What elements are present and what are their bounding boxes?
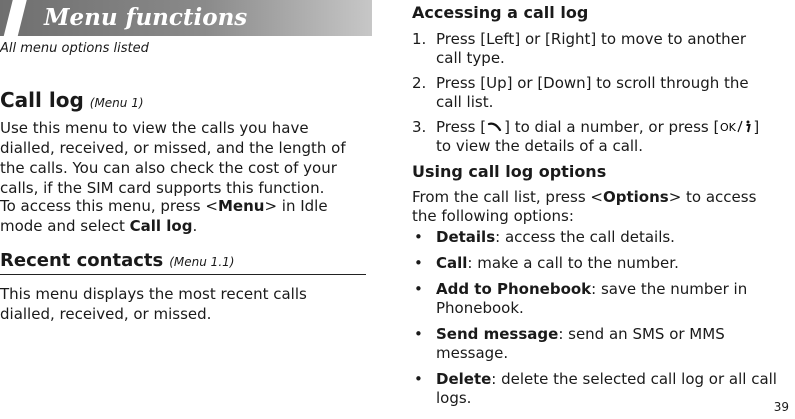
call-log-menu-ref: (Menu 1) bbox=[89, 96, 144, 110]
left-column bbox=[0, 0, 372, 323]
recent-contacts-menu-ref: (Menu 1.1) bbox=[169, 255, 235, 269]
svg-text:OK: OK bbox=[720, 121, 737, 134]
option-desc: : access the call details. bbox=[495, 228, 675, 246]
options-key-label: Options bbox=[602, 188, 669, 206]
bullet-icon: • bbox=[414, 370, 423, 388]
access-steps-list bbox=[412, 30, 772, 162]
banner-subtitle: All menu options listed bbox=[0, 41, 149, 56]
list-item bbox=[412, 118, 772, 156]
option-desc: : send an SMS or MMS message. bbox=[436, 325, 725, 362]
ok-info-key-icon bbox=[719, 119, 753, 134]
access-text-3: . bbox=[192, 217, 198, 235]
option-desc: : make a call to the number. bbox=[467, 254, 679, 272]
intro-text-1: From the call list, press < bbox=[412, 188, 603, 206]
list-item bbox=[412, 280, 777, 318]
option-desc: : delete the selected call log or all call logs. bbox=[436, 370, 777, 407]
recent-contacts-heading bbox=[0, 250, 234, 271]
accessing-call-log-heading: Accessing a call log bbox=[412, 3, 589, 22]
list-item bbox=[412, 370, 777, 408]
call-log-access-instructions bbox=[0, 196, 360, 236]
options-intro bbox=[412, 188, 772, 226]
step-text: Press [Up] or [Down] to scroll through the call list. bbox=[436, 74, 749, 111]
step-text: ] to dial a number, or press [ bbox=[504, 118, 720, 136]
call-log-options-heading: Using call log options bbox=[412, 162, 607, 181]
call-log-option-label: Call log bbox=[129, 217, 193, 235]
recent-contacts-title: Recent contacts bbox=[0, 250, 164, 271]
access-text-2: > in Idle mode and select bbox=[0, 197, 328, 235]
menu-key-label: Menu bbox=[217, 197, 265, 215]
call-log-heading bbox=[0, 88, 144, 112]
step-text: Press [ bbox=[436, 118, 487, 136]
option-term: Send message bbox=[436, 325, 559, 343]
list-item bbox=[412, 74, 772, 112]
banner-title: Menu functions bbox=[44, 4, 248, 31]
section-banner bbox=[0, 0, 372, 36]
recent-contacts-description: This menu displays the most recent calls dialled, received, or missed. bbox=[0, 285, 307, 323]
step-text: Press [Left] or [Right] to move to another call type. bbox=[436, 30, 746, 67]
intro-text-2: > to access the following options: bbox=[412, 188, 757, 225]
list-item bbox=[412, 30, 772, 68]
step-number: 3. bbox=[412, 118, 427, 136]
list-item bbox=[412, 325, 777, 363]
call-log-description: Use this menu to view the calls you have dialled, received, or missed, and the length of the calls. You can also check the cost of your calls, if the SIM card supports this function. bbox=[0, 119, 346, 197]
bullet-icon: • bbox=[414, 254, 423, 272]
banner-stripe bbox=[2, 0, 28, 36]
page-number: 39 bbox=[773, 400, 789, 414]
dial-key-icon bbox=[486, 120, 504, 134]
option-term: Details bbox=[436, 228, 496, 246]
call-log-title: Call log bbox=[0, 88, 84, 112]
section-divider bbox=[0, 274, 366, 275]
bullet-icon: • bbox=[414, 325, 423, 343]
bullet-icon: • bbox=[414, 228, 423, 246]
options-list bbox=[412, 228, 777, 415]
step-number: 2. bbox=[412, 74, 427, 92]
option-desc: : save the number in Phonebook. bbox=[436, 280, 748, 317]
list-item bbox=[412, 254, 777, 273]
step-text: ] to view the details of a call. bbox=[436, 118, 760, 155]
step-number: 1. bbox=[412, 30, 427, 48]
option-term: Call bbox=[436, 254, 468, 272]
option-term: Delete bbox=[436, 370, 492, 388]
access-text-1: To access this menu, press < bbox=[0, 197, 218, 215]
list-item bbox=[412, 228, 777, 247]
bullet-icon: • bbox=[414, 280, 423, 298]
option-term: Add to Phonebook bbox=[436, 280, 592, 298]
